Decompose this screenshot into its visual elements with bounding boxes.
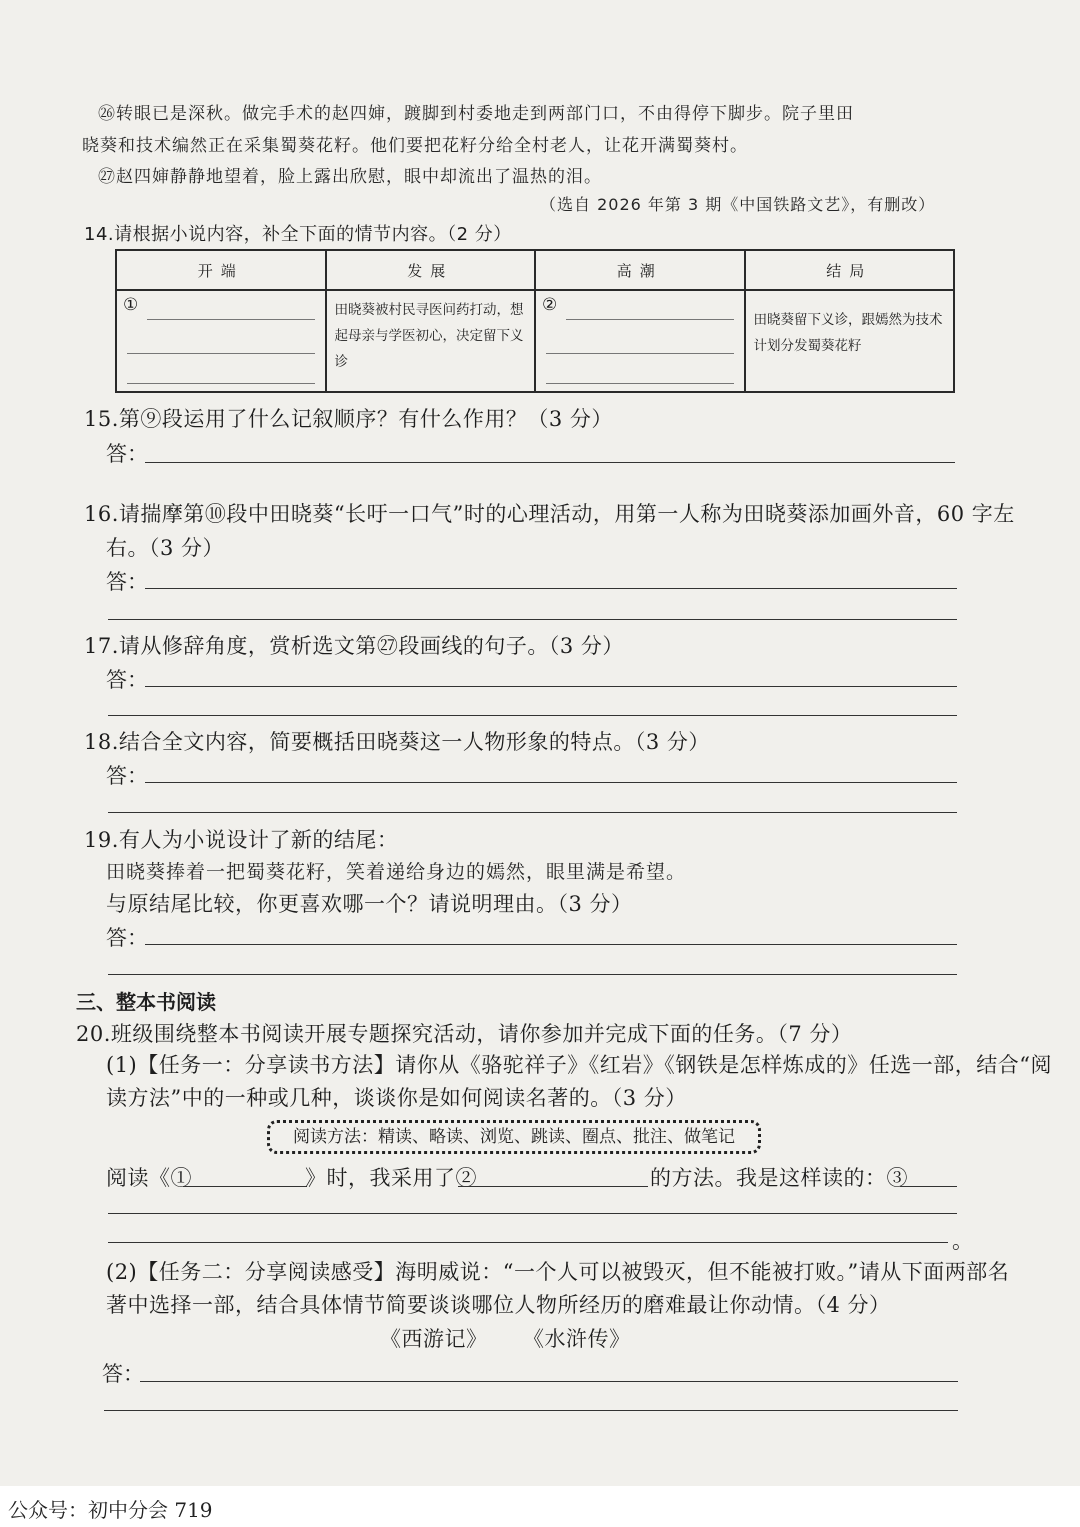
q15-prompt: 15.第⑨段运用了什么记叙顺序？有什么作用？（3 分） bbox=[84, 407, 613, 431]
fill-blank-method[interactable] bbox=[458, 1186, 648, 1187]
passage-source: （选自 2026 年第 3 期《中国铁路文艺》，有删改） bbox=[540, 195, 936, 214]
q15-answer-label: 答： bbox=[106, 442, 148, 466]
plot-development-text: 田晓葵被村民寻医问药打动，想起母亲与学医初心，决定留下义诊 bbox=[334, 302, 524, 370]
plot-header-climax: 高潮 bbox=[535, 250, 745, 290]
section-3-title: 三、整本书阅读 bbox=[76, 990, 216, 1014]
fill-prefix: 阅读《① bbox=[106, 1166, 192, 1190]
plot-cell-development bbox=[326, 290, 536, 392]
q19-answer-label: 答： bbox=[106, 926, 148, 950]
q18-answer-line-2[interactable] bbox=[108, 812, 957, 813]
q17-answer-line-2[interactable] bbox=[108, 715, 957, 716]
q18-prompt: 18.结合全文内容，简要概括田晓葵这一人物形象的特点。（3 分） bbox=[84, 730, 710, 754]
q20-answer-label: 答： bbox=[102, 1362, 144, 1386]
q20-task1-line2: 读方法”中的一种或几种，谈谈你是如何阅读名著的。（3 分） bbox=[106, 1086, 687, 1110]
plot-cell-opening[interactable] bbox=[116, 290, 326, 392]
q20-task2-line1: (2)【任务二：分享阅读感受】海明威说：“一个人可以被毁灭，但不能被打败。”请从下面两部名 bbox=[106, 1260, 1010, 1284]
passage-para-27: ㉗赵四婶静静地望着，脸上露出欣慰，眼中却流出了温热的泪。 bbox=[98, 167, 602, 187]
plot-cell-ending bbox=[745, 290, 955, 392]
plot-header-development: 发展 bbox=[326, 250, 536, 290]
reading-methods-box: 阅读方法：精读、略读、浏览、跳读、圈点、批注、做笔记 bbox=[267, 1120, 761, 1154]
q20-answer-line-1[interactable] bbox=[140, 1381, 958, 1382]
q20-task2-line2: 著中选择一部，结合具体情节简要谈谈哪位人物所经历的磨难最让你动情。（4 分） bbox=[106, 1293, 891, 1317]
footer-account-text: 公众号：初中分会 719 bbox=[8, 1498, 213, 1522]
plot-cell-climax[interactable] bbox=[535, 290, 745, 392]
q16-answer-label: 答： bbox=[106, 570, 148, 594]
fill-blank-how-3[interactable] bbox=[108, 1242, 948, 1243]
q17-answer-line-1[interactable] bbox=[145, 686, 957, 687]
q20-prompt: 20.班级围绕整本书阅读开展专题探究活动，请你参加并完成下面的任务。（7 分） bbox=[76, 1022, 853, 1046]
fill-suffix: 的方法。我是这样读的：③ bbox=[650, 1166, 908, 1190]
passage-para-26-line1: ㉖转眼已是深秋。做完手术的赵四婶，踱脚到村委地走到两部门口，不由得停下脚步。院子里田 bbox=[98, 104, 854, 124]
book-option-shuihuzhuan: 《水浒传》 bbox=[523, 1327, 631, 1351]
q14-prompt: 14.请根据小说内容，补全下面的情节内容。（2 分） bbox=[84, 224, 512, 245]
q19-answer-line-2[interactable] bbox=[108, 974, 957, 975]
q18-answer-line-1[interactable] bbox=[145, 782, 957, 783]
footer-bar bbox=[0, 1486, 1080, 1527]
fill-blank-how-2[interactable] bbox=[108, 1213, 957, 1214]
fill-blank-how-1[interactable] bbox=[900, 1186, 957, 1187]
q19-prompt: 19.有人为小说设计了新的结尾： bbox=[84, 828, 399, 852]
plot-header-ending: 结局 bbox=[745, 250, 955, 290]
blank-1-marker: ① bbox=[123, 295, 139, 315]
fill-middle: 》时，我采用了② bbox=[305, 1166, 477, 1190]
q16-answer-line-1[interactable] bbox=[145, 588, 957, 589]
q17-answer-label: 答： bbox=[106, 668, 148, 692]
q20-answer-line-2[interactable] bbox=[104, 1410, 958, 1411]
plot-header-opening: 开端 bbox=[116, 250, 326, 290]
plot-ending-text: 田晓葵留下义诊，跟嫣然为技术计划分发蜀葵花籽 bbox=[753, 312, 943, 354]
q18-answer-label: 答： bbox=[106, 764, 148, 788]
blank-2-marker: ② bbox=[542, 295, 558, 315]
q15-answer-line-1[interactable] bbox=[145, 462, 955, 463]
plot-table bbox=[115, 249, 955, 393]
q19-new-ending: 田晓葵捧着一把蜀葵花籽，笑着递给身边的嫣然，眼里满是希望。 bbox=[106, 861, 687, 883]
q20-task1-line1: (1)【任务一：分享读书方法】请你从《骆驼祥子》《红岩》《钢铁是怎样炼成的》任选一部，结合“阅 bbox=[106, 1053, 1052, 1077]
passage-para-26-line2: 晓葵和技术编然正在采集蜀葵花籽。他们要把花籽分给全村老人，让花开满蜀葵村。 bbox=[82, 136, 748, 156]
fill-blank-book[interactable] bbox=[183, 1186, 307, 1187]
q16-prompt-line2: 右。（3 分） bbox=[106, 536, 225, 560]
q17-prompt: 17.请从修辞角度，赏析选文第㉗段画线的句子。（3 分） bbox=[84, 634, 624, 658]
q19-answer-line-1[interactable] bbox=[145, 944, 957, 945]
q16-prompt-line1: 16.请揣摩第⑩段中田晓葵“长吁一口气”时的心理活动，用第一人称为田晓葵添加画外音，60 字左 bbox=[84, 502, 1015, 526]
q19-question: 与原结尾比较，你更喜欢哪一个？请说明理由。（3 分） bbox=[106, 892, 633, 916]
book-option-xiyouji: 《西游记》 bbox=[380, 1327, 488, 1351]
fill-end-mark: 。 bbox=[952, 1229, 974, 1253]
q16-answer-line-2[interactable] bbox=[108, 619, 957, 620]
